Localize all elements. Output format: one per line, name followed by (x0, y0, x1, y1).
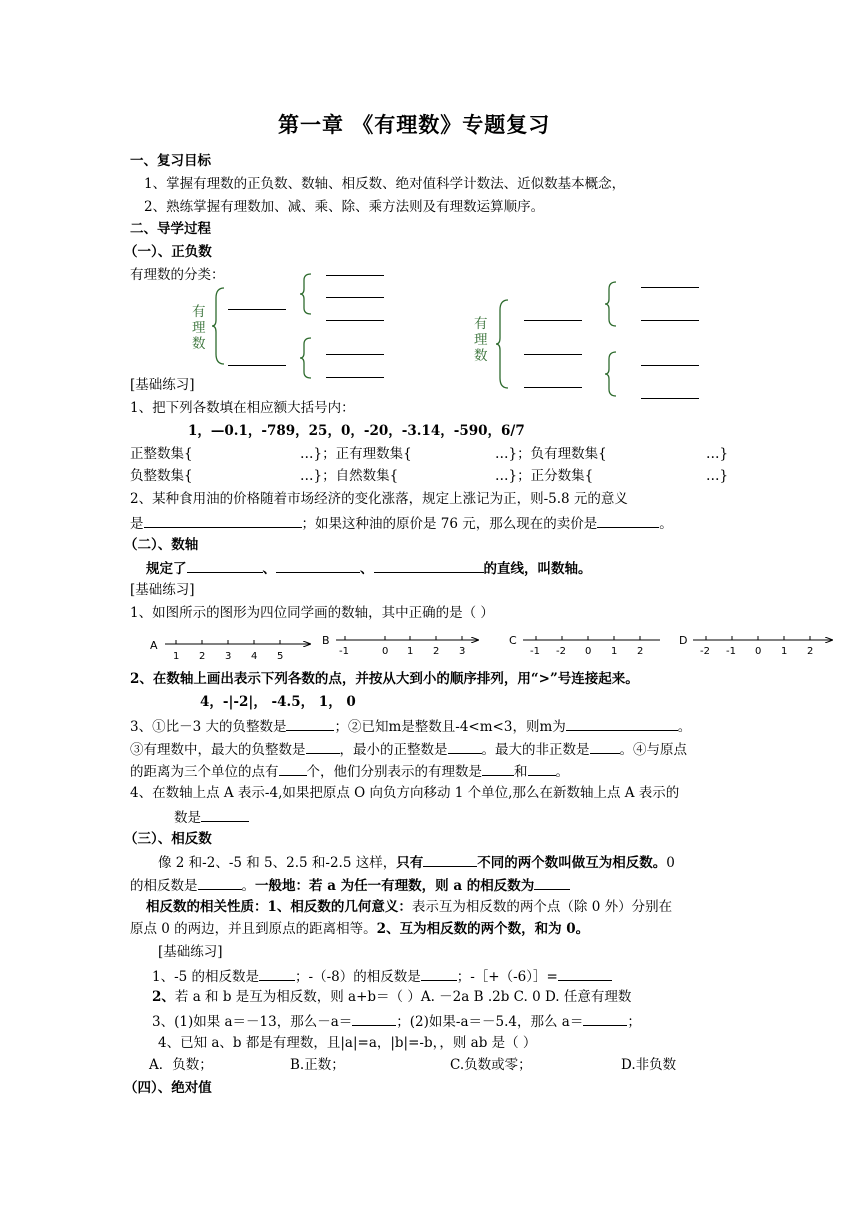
blank-line[interactable] (374, 558, 484, 573)
blank-line[interactable] (144, 513, 302, 528)
text: 的直线，叫数轴。 (483, 561, 592, 577)
axis-label-c: C (509, 634, 517, 647)
tick-label: 3 (225, 651, 232, 662)
text: ，最小的正整数是 (339, 742, 448, 758)
text: 、 (262, 561, 276, 577)
blank-line[interactable] (228, 365, 286, 366)
text: 若 a 和 b 是互为相反数，则 a+b＝（ ）A. －2a B .2b C. 0 D. 任意有理数 (174, 989, 632, 1005)
tick-label: 3 (459, 646, 466, 657)
tick-label: 2 (637, 646, 644, 657)
text: 个，他们分别表示的有理数是 (306, 764, 482, 780)
tick-label: 1 (781, 646, 788, 657)
text: ；-［+（-6）］= (456, 969, 558, 985)
exercise-3 (152, 1011, 641, 1031)
tick-label: 1 (611, 646, 618, 657)
brace-icon (299, 336, 313, 380)
tick-label: -1 (530, 646, 540, 657)
set-positive-integers: 正整数集{ (130, 446, 193, 462)
number-line-figures (140, 628, 840, 662)
option-a: A．负数； (149, 1057, 213, 1073)
blank-line[interactable] (228, 309, 286, 310)
blank-line[interactable] (524, 387, 582, 388)
text: 。最大的非正数是 (481, 742, 590, 758)
text: 1、-5 的相反数是 (152, 969, 260, 985)
text: ；如果这种油的原价是 76 元，那么现在的卖价是 (301, 516, 598, 532)
tick-label: -2 (700, 646, 710, 657)
tick-label: 0 (382, 646, 389, 657)
option-b: B.正数； (290, 1057, 345, 1073)
tick-label: 4 (251, 651, 258, 662)
blank-line[interactable] (259, 966, 295, 981)
text: ；(2)如果-a＝－5.4，那么 a＝ (396, 1014, 584, 1030)
opposite-definition-line-1 (158, 852, 675, 872)
text: 表示互为相反数的两个点（除 0 外）分别在 (411, 899, 673, 915)
blank-line[interactable] (448, 739, 482, 754)
question-1: 1、把下列各数填在相应额大括号内： (130, 400, 355, 416)
blank-line[interactable] (524, 320, 582, 321)
blank-line[interactable] (597, 513, 659, 528)
blank-line[interactable] (528, 761, 556, 776)
opposite-definition-line-2 (130, 875, 570, 895)
tick-label: 2 (807, 646, 814, 657)
brace-icon (496, 298, 510, 390)
part-heading-number-line: （二）、数轴 (124, 537, 199, 553)
question-3-line-1 (130, 716, 691, 736)
text: 的相反数是 (130, 878, 198, 894)
set-close: …} (706, 468, 729, 484)
section-heading-goals: 一、复习目标 (130, 153, 211, 169)
tick-label: 1 (173, 651, 180, 662)
text: 只有 (396, 855, 424, 871)
brace-icon (604, 350, 618, 398)
blank-line[interactable] (286, 716, 334, 731)
text: 3、①比－3 大的负整数是 (130, 719, 287, 735)
text: 。④与原点 (619, 742, 687, 758)
text: 。 (555, 764, 569, 780)
question-4-line-2 (174, 807, 249, 827)
exercise-2 (152, 988, 631, 1006)
text: ③有理数中，最大的负整数是 (130, 742, 306, 758)
blank-line[interactable] (279, 761, 307, 776)
blank-line[interactable] (524, 354, 582, 355)
tick-label: -1 (726, 646, 736, 657)
text: 数是 (174, 810, 201, 826)
blank-line[interactable] (641, 320, 699, 321)
set-natural-numbers: …}；自然数集{ (300, 468, 399, 484)
section-heading-process: 二、导学过程 (130, 221, 211, 237)
question-2-numbers: 4，-|-2|， -4.5， 1， 0 (200, 694, 356, 710)
question-3-line-3 (130, 761, 569, 781)
text: 2、 (152, 989, 175, 1005)
tick-label: -1 (339, 646, 349, 657)
axis-label-a: A (150, 639, 158, 652)
text: 是 (130, 516, 144, 532)
exercise-4: 4、已知 a、b 都是有理数，且|a|=a，|b|=-b，，则 ab 是（ ） (158, 1035, 537, 1051)
axis-label-b: B (322, 634, 330, 647)
part-heading-opposite-numbers: （三）、相反数 (124, 831, 212, 847)
text: 。 (677, 719, 692, 735)
question-2: 2、某种食用油的价格随着市场经济的变化涨落，规定上涨记为正，则-5.8 元的意义 (130, 491, 628, 507)
text: ；-（-8）的相反数是 (295, 969, 421, 985)
blank-line[interactable] (482, 761, 514, 776)
blank-line[interactable] (641, 398, 699, 399)
blank-line[interactable] (276, 558, 360, 573)
set-positive-rationals: …}；正有理数集{ (300, 446, 412, 462)
blank-line[interactable] (421, 966, 457, 981)
blank-line[interactable] (352, 1011, 396, 1026)
blank-line[interactable] (326, 377, 384, 378)
basic-practice-label: [基础练习] (130, 582, 195, 598)
blank-line[interactable] (558, 966, 612, 981)
basic-practice-label: [基础练习] (130, 377, 195, 393)
diagram-char: 数 (474, 348, 488, 364)
tick-label: 0 (755, 646, 762, 657)
blank-line[interactable] (201, 807, 249, 822)
basic-practice-label: [基础练习] (158, 944, 223, 960)
text: 相反数的相关性质：1、相反数的几何意义： (146, 899, 412, 915)
brace-icon (212, 286, 226, 366)
text: 。 (241, 878, 255, 894)
text: 不同的两个数叫做互为相反数。 (477, 855, 667, 871)
text: 规定了 (146, 561, 187, 577)
tick-label: 2 (199, 651, 206, 662)
option-d: D.非负数 (621, 1057, 677, 1073)
question-3-line-2 (130, 739, 687, 759)
page-title: 第一章 《有理数》专题复习 (278, 112, 551, 137)
exercise-1 (152, 966, 612, 986)
tick-label: 5 (277, 651, 284, 662)
text: 原点 0 的两边，并且到原点的距离相等。 (130, 921, 377, 937)
set-negative-rationals: …}；负有理数集{ (495, 446, 607, 462)
text: 2、互为相反数的两个数，和为 0。 (376, 921, 590, 937)
number-list: 1，—0.1，-789，25，0，-20，-3.14，-590，6/7 (188, 423, 525, 439)
blank-line[interactable] (534, 875, 570, 890)
tick-label: 1 (407, 646, 414, 657)
blank-line[interactable] (641, 287, 699, 288)
text: 3、(1)如果 a＝－13，那么－a＝ (152, 1014, 353, 1030)
text: 一般地：若 a 为任一有理数，则 a 的相反数为 (255, 878, 535, 894)
blank-line[interactable] (590, 739, 620, 754)
opposite-properties-line-1 (146, 898, 672, 916)
part-heading-absolute-value: （四）、绝对值 (124, 1080, 212, 1096)
part-heading-positive-negative: （一）、正负数 (124, 244, 212, 260)
text: 和 (514, 764, 528, 780)
diagram-char: 理 (192, 320, 206, 336)
goal-1: 1、掌握有理数的正负数、数轴、相反数、绝对值科学计数法、近似数基本概念， (144, 176, 626, 192)
blank-line[interactable] (326, 354, 384, 355)
question-1: 1、如图所示的图形为四位同学画的数轴，其中正确的是（ ） (130, 605, 494, 621)
question-2: 2、在数轴上画出表示下列各数的点，并按从大到小的顺序排列，用“>”号连接起来。 (130, 671, 639, 687)
text: 0 (666, 855, 675, 871)
blank-line[interactable] (306, 739, 340, 754)
question-4: 4、在数轴上点 A 表示-4,如果把原点 O 向负方向移动 1 个单位,那么在新数轴上点 A 表示的 (130, 785, 680, 801)
set-positive-fractions: …}；正分数集{ (495, 468, 594, 484)
brace-icon (299, 272, 313, 316)
text: ； (627, 1014, 641, 1030)
opposite-properties-line-2 (130, 920, 589, 938)
blank-line[interactable] (423, 852, 477, 867)
classification-label: 有理数的分类： (130, 267, 225, 283)
tick-label: 2 (433, 646, 440, 657)
axis-label-d: D (679, 634, 688, 647)
set-close: …} (706, 446, 729, 462)
tick-label: -2 (556, 646, 566, 657)
text: ；②已知m是整数且-4<m<3，则m为 (334, 719, 566, 735)
text: 像 2 和-2、-5 和 5、2.5 和-2.5 这样， (158, 855, 397, 871)
blank-line[interactable] (326, 297, 384, 298)
blank-line[interactable] (326, 275, 384, 276)
blank-line[interactable] (198, 875, 242, 890)
diagram-char: 理 (474, 332, 488, 348)
diagram-char: 有 (192, 304, 206, 320)
blank-line[interactable] (187, 558, 263, 573)
text: 的距离为三个单位的点有 (130, 764, 279, 780)
blank-line[interactable] (566, 716, 678, 731)
blank-line[interactable] (326, 320, 384, 321)
diagram-char: 数 (192, 336, 206, 352)
text: 、 (360, 561, 374, 577)
set-negative-integers: 负整数集{ (130, 468, 193, 484)
blank-line[interactable] (641, 365, 699, 366)
diagram-char: 有 (474, 316, 488, 332)
goal-2: 2、熟练掌握有理数加、减、乘、除、乘方法则及有理数运算顺序。 (144, 199, 545, 215)
option-c: C.负数或零； (450, 1057, 532, 1073)
brace-icon (604, 280, 618, 328)
text: 。 (659, 516, 673, 532)
number-line-definition (146, 558, 592, 578)
question-2-line-2 (130, 513, 673, 533)
blank-line[interactable] (583, 1011, 627, 1026)
tick-label: 0 (585, 646, 592, 657)
